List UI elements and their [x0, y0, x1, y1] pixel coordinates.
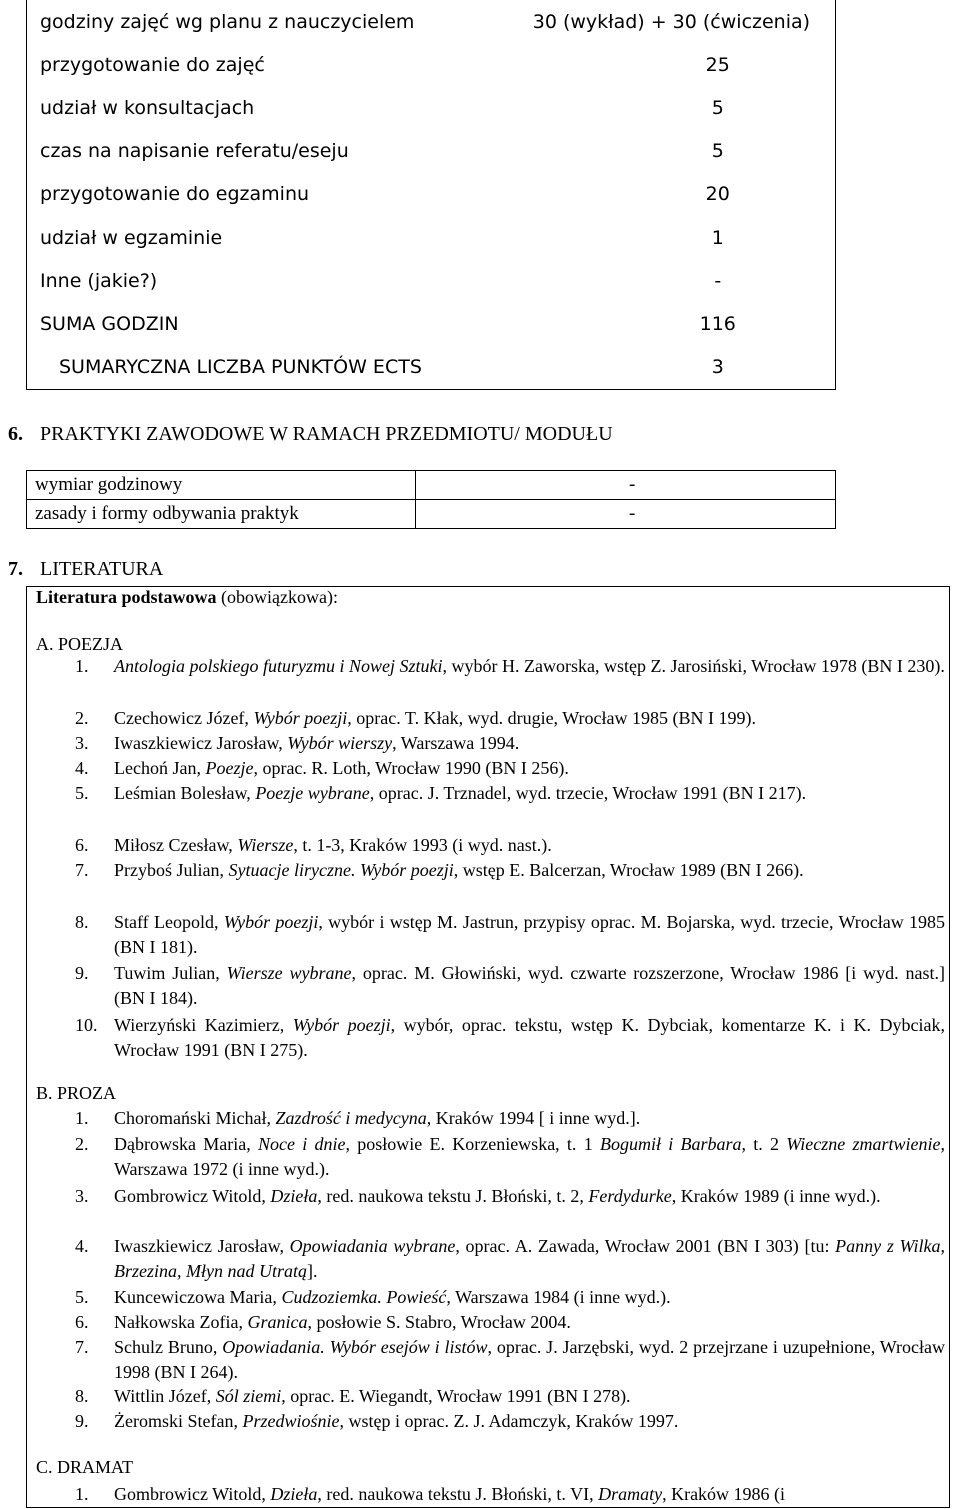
row-label: udział w konsultacjach — [40, 97, 255, 120]
literature-item — [75, 1335, 945, 1385]
practice-value: - — [416, 500, 836, 529]
sum-hours-row — [27, 303, 836, 346]
practice-value: - — [416, 471, 836, 500]
item-text: Miłosz Czesław, Wiersze, t. 1-3, Kraków 1993 (i wyd. nast.). — [114, 835, 552, 855]
table-row — [27, 43, 836, 86]
subtitle-bold: Literatura podstawowa — [36, 587, 217, 607]
item-text: Wittlin Józef, Sól ziemi, oprac. E. Wiegandt, Wrocław 1991 (BN I 278). — [114, 1386, 631, 1406]
row-label: czas na napisanie referatu/eseju — [40, 140, 349, 163]
item-number: 9. — [75, 963, 89, 983]
row-label: Inne (jakie?) — [40, 269, 158, 292]
ects-label: SUMARYCZNA LICZBA PUNKTÓW ECTS — [59, 356, 422, 379]
row-value: 30 (wykład) + 30 (ćwiczenia) — [532, 10, 811, 33]
sum-hours-value: 116 — [699, 313, 736, 336]
item-text: Gombrowicz Witold, Dzieła, red. naukowa tekstu J. Błoński, t. VI, Dramaty, Kraków 1986 (i — [114, 1484, 786, 1504]
item-number: 7. — [75, 1337, 89, 1357]
ects-row — [27, 346, 836, 390]
item-number: 9. — [75, 1411, 89, 1431]
item-text: Staff Leopold, Wybór poezji, wybór i wstęp M. Jastrun, przypisy oprac. M. Bojarska, wyd. trzecie, Wrocław 1985 (BN I 181). — [114, 912, 945, 957]
literature-item — [75, 1184, 945, 1209]
ects-value: 3 — [711, 356, 724, 379]
item-number: 10. — [75, 1015, 98, 1035]
row-value: 5 — [711, 140, 724, 163]
item-text: Przyboś Julian, Sytuacje liryczne. Wybór poezji, wstęp E. Balcerzan, Wrocław 1989 (BN I 266). — [114, 860, 804, 880]
item-number: 1. — [75, 1108, 89, 1128]
row-label: udział w egzaminie — [40, 226, 223, 249]
item-text: Nałkowska Zofia, Granica, posłowie S. Stabro, Wrocław 2004. — [114, 1312, 571, 1332]
practice-label: wymiar godzinowy — [27, 471, 416, 500]
table-row — [27, 500, 836, 529]
table-row — [27, 471, 836, 500]
section6-title: PRAKTYKI ZAWODOWE W RAMACH PRZEDMIOTU/ MODUŁU — [40, 423, 613, 445]
table-row — [27, 259, 836, 302]
item-number: 5. — [75, 1287, 89, 1307]
item-number: 4. — [75, 758, 89, 778]
literature-item — [75, 706, 945, 731]
item-text: Choromański Michał, Zazdrość i medycyna, Kraków 1994 [ i inne wyd.]. — [114, 1108, 641, 1128]
literature-group-heading: C. DRAMAT — [36, 1457, 134, 1477]
item-number: 3. — [75, 1186, 89, 1206]
literature-item — [75, 858, 945, 883]
row-value: 20 — [705, 183, 730, 206]
item-number: 2. — [75, 1134, 89, 1154]
row-label: przygotowanie do zajęć — [40, 53, 265, 76]
row-value: 5 — [711, 97, 724, 120]
item-text: Gombrowicz Witold, Dzieła, red. naukowa tekstu J. Błoński, t. 2, Ferdydurke, Kraków 1989 (i inne wyd.). — [114, 1186, 881, 1206]
table-row — [27, 86, 836, 129]
literature-item — [75, 731, 945, 756]
item-text: Kuncewiczowa Maria, Cudzoziemka. Powieść, Warszawa 1984 (i inne wyd.). — [114, 1287, 671, 1307]
item-number: 7. — [75, 860, 89, 880]
literature-item — [75, 1234, 945, 1284]
item-number: 4. — [75, 1236, 89, 1256]
item-text: Wierzyński Kazimierz, Wybór poezji, wybór, oprac. tekstu, wstęp K. Dybciak, komentarze K. i K. Dybciak, Wrocław 1991 (BN I 275). — [114, 1015, 945, 1060]
literature-group-heading: B. PROZA — [36, 1083, 117, 1103]
table-row — [27, 0, 836, 43]
row-value: - — [714, 269, 722, 292]
literature-item — [75, 1384, 945, 1409]
row-value: 25 — [705, 53, 730, 76]
subtitle-rest: (obowiązkowa): — [216, 587, 338, 607]
item-number: 2. — [75, 708, 89, 728]
item-text: Schulz Bruno, Opowiadania. Wybór esejów i listów, oprac. J. Jarzębski, wyd. 2 przejrzane i uzupełnione, Wrocław 1998 (BN I 264). — [114, 1337, 945, 1382]
section7-heading — [8, 558, 163, 581]
section6-number: 6. — [8, 423, 23, 445]
literature-item — [75, 1013, 945, 1063]
literature-item — [75, 781, 945, 806]
item-number: 6. — [75, 1312, 89, 1332]
item-text: Iwaszkiewicz Jarosław, Wybór wierszy, Warszawa 1994. — [114, 733, 520, 753]
row-label: przygotowanie do egzaminu — [40, 183, 310, 206]
item-text: Tuwim Julian, Wiersze wybrane, oprac. M. Głowiński, wyd. czwarte rozszerzone, Wrocław 1986 [i wyd. nast.] (BN I 184). — [114, 963, 946, 1008]
literature-subtitle — [36, 587, 338, 608]
item-text: Leśmian Bolesław, Poezje wybrane, oprac. J. Trznadel, wyd. trzecie, Wrocław 1991 (BN I 217). — [114, 783, 807, 803]
workload-table — [26, 0, 836, 390]
item-text: Żeromski Stefan, Przedwiośnie, wstęp i oprac. Z. J. Adamczyk, Kraków 1997. — [114, 1411, 679, 1431]
row-value: 1 — [711, 226, 724, 249]
section6-heading — [8, 423, 613, 446]
literature-item — [75, 654, 945, 679]
literature-item — [75, 1310, 945, 1335]
sum-hours-label: SUMA GODZIN — [40, 313, 179, 336]
row-label: godziny zajęć wg planu z nauczycielem — [40, 10, 415, 33]
table-row — [27, 173, 836, 216]
literature-item — [75, 961, 945, 1011]
item-number: 3. — [75, 733, 89, 753]
item-number: 5. — [75, 783, 89, 803]
literature-item — [75, 1106, 945, 1131]
literature-item — [75, 833, 945, 858]
section7-title: LITERATURA — [40, 558, 164, 580]
item-text: Dąbrowska Maria, Noce i dnie, posłowie E. Korzeniewska, t. 1 Bogumił i Barbara, t. 2 Wieczne zmartwienie, Warszawa 1972 (i inne wyd.). — [114, 1134, 945, 1179]
literature-item — [75, 1409, 945, 1434]
table-row — [27, 130, 836, 173]
literature-item — [75, 1285, 945, 1310]
section7-number: 7. — [8, 558, 23, 580]
practice-label: zasady i formy odbywania praktyk — [27, 500, 416, 529]
item-number: 8. — [75, 1386, 89, 1406]
table-row — [27, 216, 836, 259]
item-number: 1. — [75, 1484, 89, 1504]
literature-item — [75, 1482, 945, 1507]
literature-item — [75, 1132, 945, 1182]
item-text: Lechoń Jan, Poezje, oprac. R. Loth, Wrocław 1990 (BN I 256). — [114, 758, 569, 778]
item-number: 8. — [75, 912, 89, 932]
item-text: Czechowicz Józef, Wybór poezji, oprac. T. Kłak, wyd. drugie, Wrocław 1985 (BN I 199). — [114, 708, 756, 728]
item-number: 6. — [75, 835, 89, 855]
item-text: Antologia polskiego futuryzmu i Nowej Sztuki, wybór H. Zaworska, wstęp Z. Jarosiński, Wrocław 1978 (BN I 230). — [114, 656, 945, 676]
literature-item — [75, 756, 945, 781]
practice-table — [26, 470, 836, 529]
literature-group-heading: A. POEZJA — [36, 634, 124, 654]
item-number: 1. — [75, 656, 89, 676]
literature-item — [75, 910, 945, 960]
item-text: Iwaszkiewicz Jarosław, Opowiadania wybrane, oprac. A. Zawada, Wrocław 2001 (BN I 303) [tu: Panny z Wilka, Brzezina, Młyn nad Utratą]. — [114, 1236, 946, 1281]
